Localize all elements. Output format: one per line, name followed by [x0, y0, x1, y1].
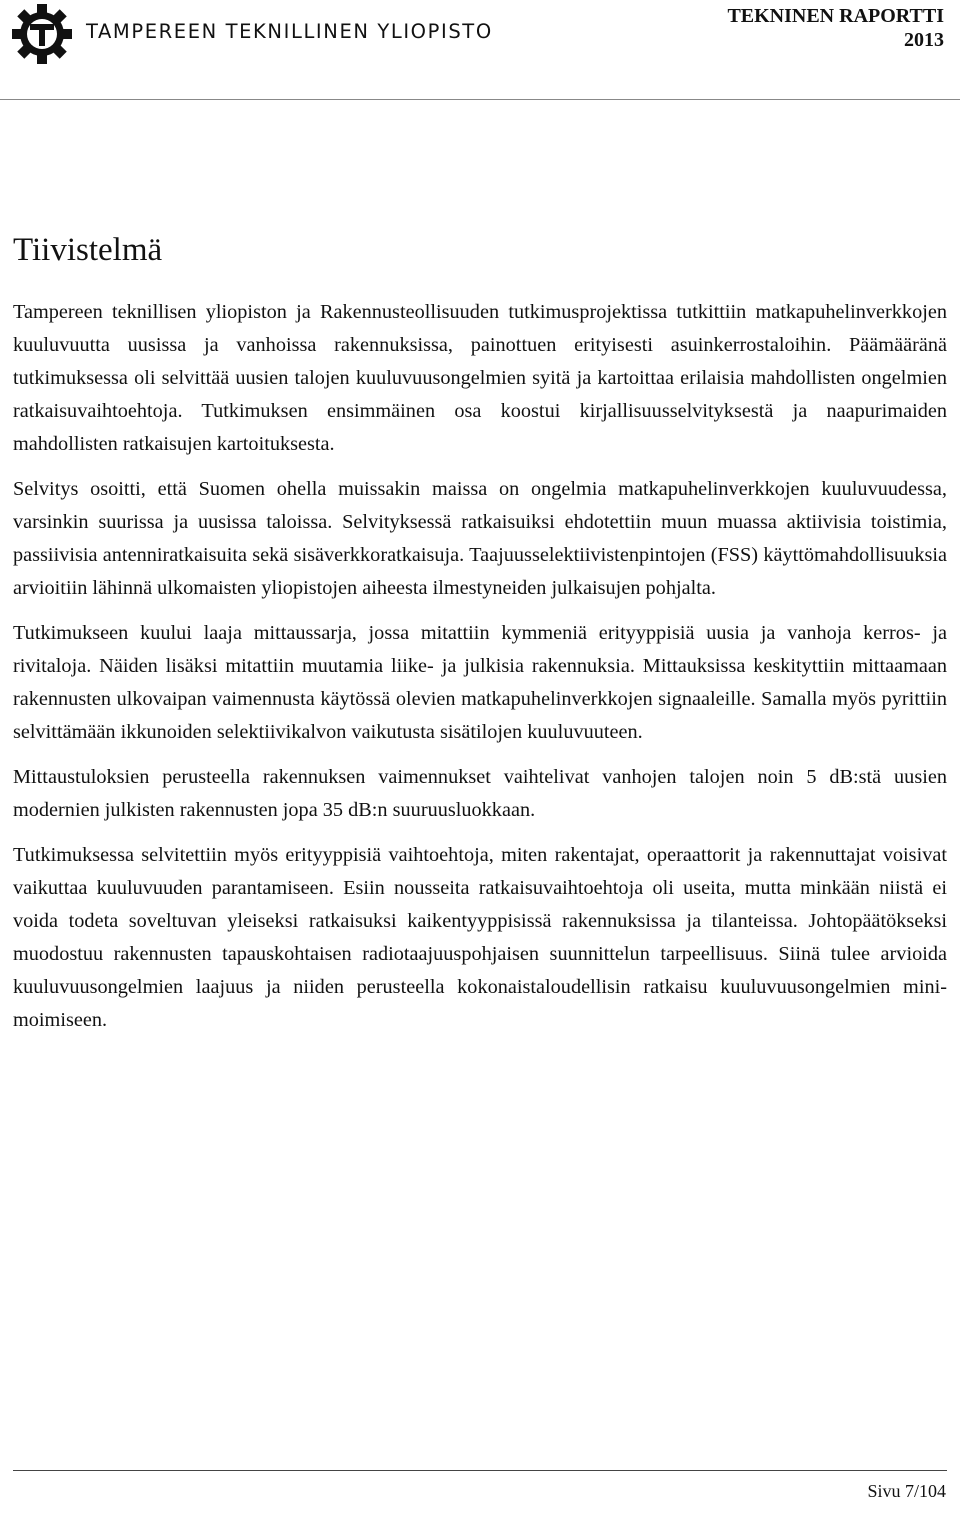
footer-rule: [13, 1470, 947, 1471]
paragraph: Tutkimuksessa selvitettiin myös erityyppisiä vaihtoehtoja, miten rakentajat, operaattorit ja rakennuttajat voisivat vaikuttaa kuuluvuuden parantamiseen. Esiin nousseita ratkaisuvaihtoehtoja oli useita, mutta minkään niistä ei voida todeta soveltuvan yleiseksi ratkaisuksi kaikentyyppisissä rakennuksissa ja tilanteissa. Johtopäätökseksi muodostuu rakennusten tapauskohtaisen radiotaajuuspohjaisen suunnittelun tarpeellisuus. Siinä tulee arvioida kuuluvuusongelmien laajuus ja niiden perusteella kokonaistaloudellisin ratkaisu kuuluvuusongelmien minimoimiseen.: [13, 844, 947, 1031]
page-header: [0, 0, 960, 100]
report-type: TEKNINEN RAPORTTI: [727, 5, 944, 27]
report-label: [727, 4, 944, 52]
paragraph: Mittaustuloksien perusteella rakennuksen vaimennukset vaihtelivat vanhojen talojen noin 5 dB:stä uusien modernien julkisten rakennusten jopa 35 dB:n suuruusluokkaan.: [13, 766, 947, 821]
paragraph: Selvitys osoitti, että Suomen ohella muissakin maissa on ongelmia matkapuhelinverkkojen kuuluvuudessa, varsinkin suurissa ja uusissa taloissa. Selvityksessä ratkaisuiksi ehdotettiin muun muassa aktiivisia toistimia, passiivisia antenniratkaisuita sekä sisäverkkoratkaisuja. Taajuusselektiivistenpintojen (FSS) käyttömahdollisuuksia arvioitiin lähinnä ulkomaisten yliopistojen aiheesta ilmestyneiden julkaisujen pohjalta.: [13, 478, 947, 599]
gear-logo-icon: [10, 2, 74, 66]
header-rule: [0, 99, 960, 100]
report-year: 2013: [904, 29, 944, 51]
page-number: Sivu 7/104: [867, 1481, 946, 1501]
section-title: Tiivistelmä: [13, 232, 163, 268]
abstract-body: [13, 296, 947, 1049]
paragraph: Tampereen teknillisen yliopiston ja Rakennusteollisuuden tutkimusprojektissa tutkittiin matkapuhelinverkkojen kuuluvuutta uusissa ja vanhoissa rakennuksissa, painottuen erityisesti asuinkerrostaloihin. Päämääränä tutkimuksessa oli selvittää uusien talojen kuuluvuusongelmien syitä ja kartoittaa erilaisia mahdollisten ongelmien ratkaisuvaihtoehtoja. Tutkimuksen ensimmäinen osa koostui kirjallisuusselvityksestä ja naapurimaiden mahdollisten ratkaisujen kartoituksesta.: [13, 301, 947, 455]
paragraph: Tutkimukseen kuului laaja mittaussarja, jossa mitattiin kymmeniä erityyppisiä uusia ja vanhoja kerros- ja rivitaloja. Näiden lisäksi mitattiin muutamia liike- ja julkisia rakennuksia. Mittauksissa keskityttiin mittaamaan rakennusten ulkovaipan vaimennusta käytössä olevien matkapuhelinverkkojen signaaleille. Samalla myös pyrittiin selvittämään ikkunoiden selektiivikalvon vaikutusta sisätilojen kuuluvuuteen.: [13, 622, 947, 743]
university-name: TAMPEREEN TEKNILLINEN YLIOPISTO: [86, 20, 493, 43]
